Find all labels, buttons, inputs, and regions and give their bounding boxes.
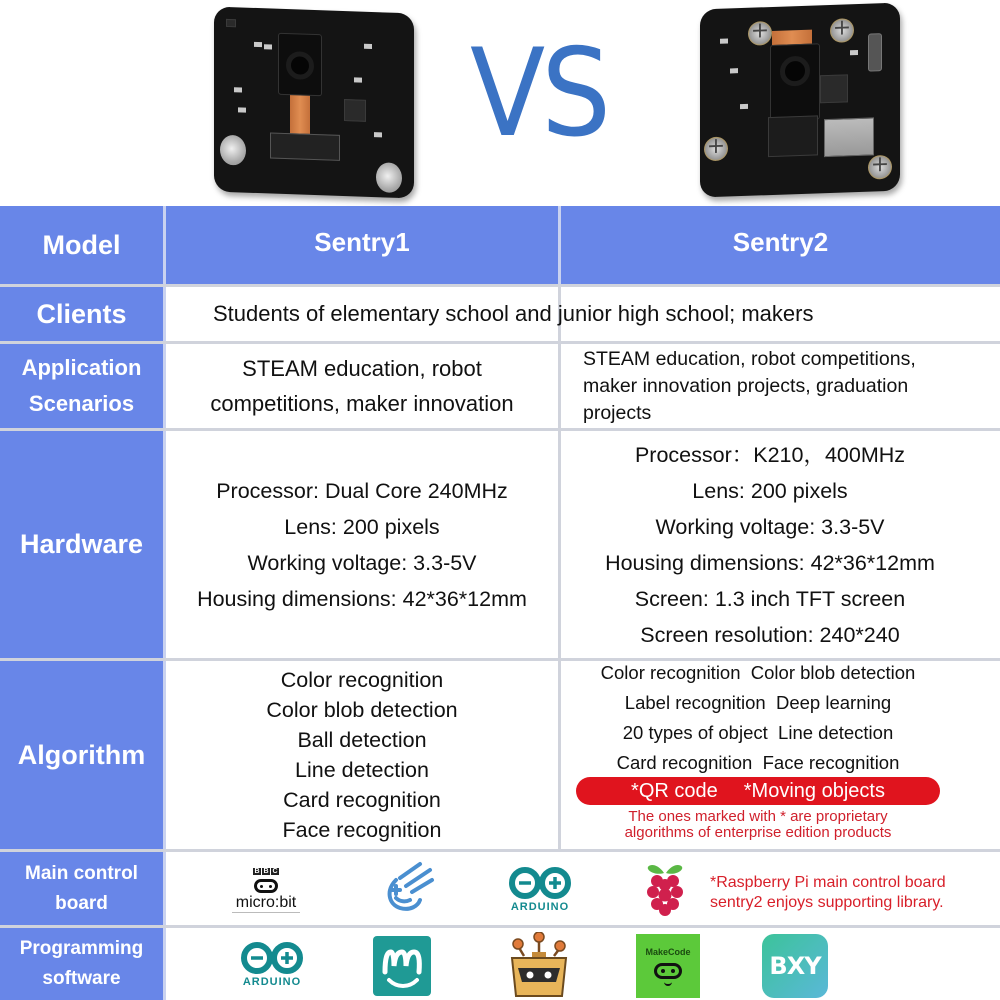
microbit-wordmark: micro:bit <box>232 894 300 913</box>
arduino-infinity-icon <box>505 865 575 901</box>
text-line: STEAM education, robot <box>242 356 482 381</box>
note-line: algorithms of enterprise edition products <box>624 824 892 841</box>
microbit-face-icon <box>654 963 682 979</box>
text-line: Color recognition Color blob detection <box>600 662 916 683</box>
arduino-wordmark: ARDUINO <box>242 976 302 988</box>
bxy-wordmark: BXY <box>769 952 821 980</box>
text-line: Label recognition Deep learning <box>624 692 892 713</box>
sentry1-header: Sentry1 <box>166 206 558 284</box>
sentry2-board-image <box>700 3 900 198</box>
header-column-divider <box>558 206 561 287</box>
text-line: Working voltage: 3.3-5V <box>655 515 885 539</box>
hardware-label: Hardware <box>0 431 163 658</box>
text-line: Card recognition Face recognition <box>616 752 900 773</box>
sentry1-application <box>166 344 558 428</box>
makecode-logo <box>636 934 700 998</box>
programming-label-line1: Programming <box>19 938 144 959</box>
mixly-logo <box>508 932 570 998</box>
note-line: sentry2 enjoys supporting library. <box>710 894 944 911</box>
comet-controller-icon <box>380 860 436 916</box>
text-line: projects <box>583 401 652 424</box>
row-divider <box>0 925 1000 928</box>
raspberry-pi-note <box>710 873 946 913</box>
arduino-wordmark: ARDUINO <box>510 901 570 913</box>
hero-banner <box>0 0 1000 206</box>
arduino-logo <box>504 862 576 916</box>
text-line: Line detection <box>295 758 429 782</box>
enterprise-note <box>576 809 940 841</box>
sentry2-hardware <box>561 437 979 653</box>
raspberry-pi-logo <box>640 858 690 920</box>
smile-icon <box>664 982 672 986</box>
text-line: Color blob detection <box>266 698 458 722</box>
mind-plus-icon <box>377 940 427 992</box>
makecode-wordmark: MakeCode <box>645 946 691 957</box>
text-line: Ball detection <box>297 728 427 752</box>
clients-label: Clients <box>0 287 163 341</box>
programming-label <box>0 928 163 1000</box>
text-line: Screen: 1.3 inch TFT screen <box>634 587 906 611</box>
bbc-mark: B B C <box>254 867 278 875</box>
text-line: maker innovation projects, graduation <box>583 374 909 397</box>
text-line: Processor：K210，400MHz <box>634 443 906 467</box>
application-label-line2: Scenarios <box>28 391 135 416</box>
sentry1-board-image <box>214 7 414 199</box>
text-line: Housing dimensions: 42*36*12mm <box>197 586 527 611</box>
arduino-infinity-icon <box>237 940 307 976</box>
clients-value: Students of elementary school and junior high school; makers <box>213 301 814 326</box>
note-line: The ones marked with * are proprietary <box>628 808 888 825</box>
row-divider <box>0 849 1000 852</box>
text-line: Lens: 200 pixels <box>284 514 440 539</box>
text-line: 20 types of object Line detection <box>622 722 894 743</box>
sentry2-application <box>583 344 1000 428</box>
moving-objects-feature: *Moving objects <box>743 779 885 802</box>
sentry1-hardware <box>166 431 558 658</box>
main-control-label <box>0 852 163 925</box>
sentry1-algorithm <box>166 661 558 849</box>
vs-label: VS <box>470 22 608 164</box>
main-control-label-line1: Main control <box>25 862 138 884</box>
text-line: Lens: 200 pixels <box>692 479 848 503</box>
text-line: Working voltage: 3.3-5V <box>247 550 477 575</box>
algorithm-label: Algorithm <box>0 661 163 849</box>
application-label <box>0 344 163 428</box>
model-header: Model <box>0 206 163 284</box>
text-line: STEAM education, robot competitions, <box>583 347 916 370</box>
text-line: Card recognition <box>283 788 441 812</box>
sentry2-algorithm <box>566 658 950 778</box>
text-line: Screen resolution: 240*240 <box>640 623 900 647</box>
text-line: Face recognition <box>282 818 442 842</box>
microbit-logo <box>226 860 306 920</box>
note-line: *Raspberry Pi main control board <box>710 874 946 891</box>
bxy-logo <box>762 934 828 998</box>
text-line: Processor: Dual Core 240MHz <box>216 478 508 503</box>
microbit-face-icon <box>254 879 278 893</box>
application-label-line1: Application <box>21 355 142 380</box>
raspberry-icon <box>642 859 688 919</box>
arduino-ide-logo <box>236 934 308 994</box>
programming-label-line2: software <box>42 968 121 989</box>
enterprise-algorithms-badge <box>576 777 940 805</box>
sentry2-header: Sentry2 <box>561 206 1000 284</box>
robot-head-icon <box>508 932 570 998</box>
mpython-controller-logo <box>378 860 438 916</box>
text-line: Housing dimensions: 42*36*12mm <box>605 551 935 575</box>
text-line: competitions, maker innovation <box>210 391 514 416</box>
qr-code-feature: *QR code <box>631 779 718 802</box>
main-control-label-line2: board <box>55 892 108 914</box>
mind-plus-logo <box>373 936 431 996</box>
text-line: Color recognition <box>280 668 444 692</box>
